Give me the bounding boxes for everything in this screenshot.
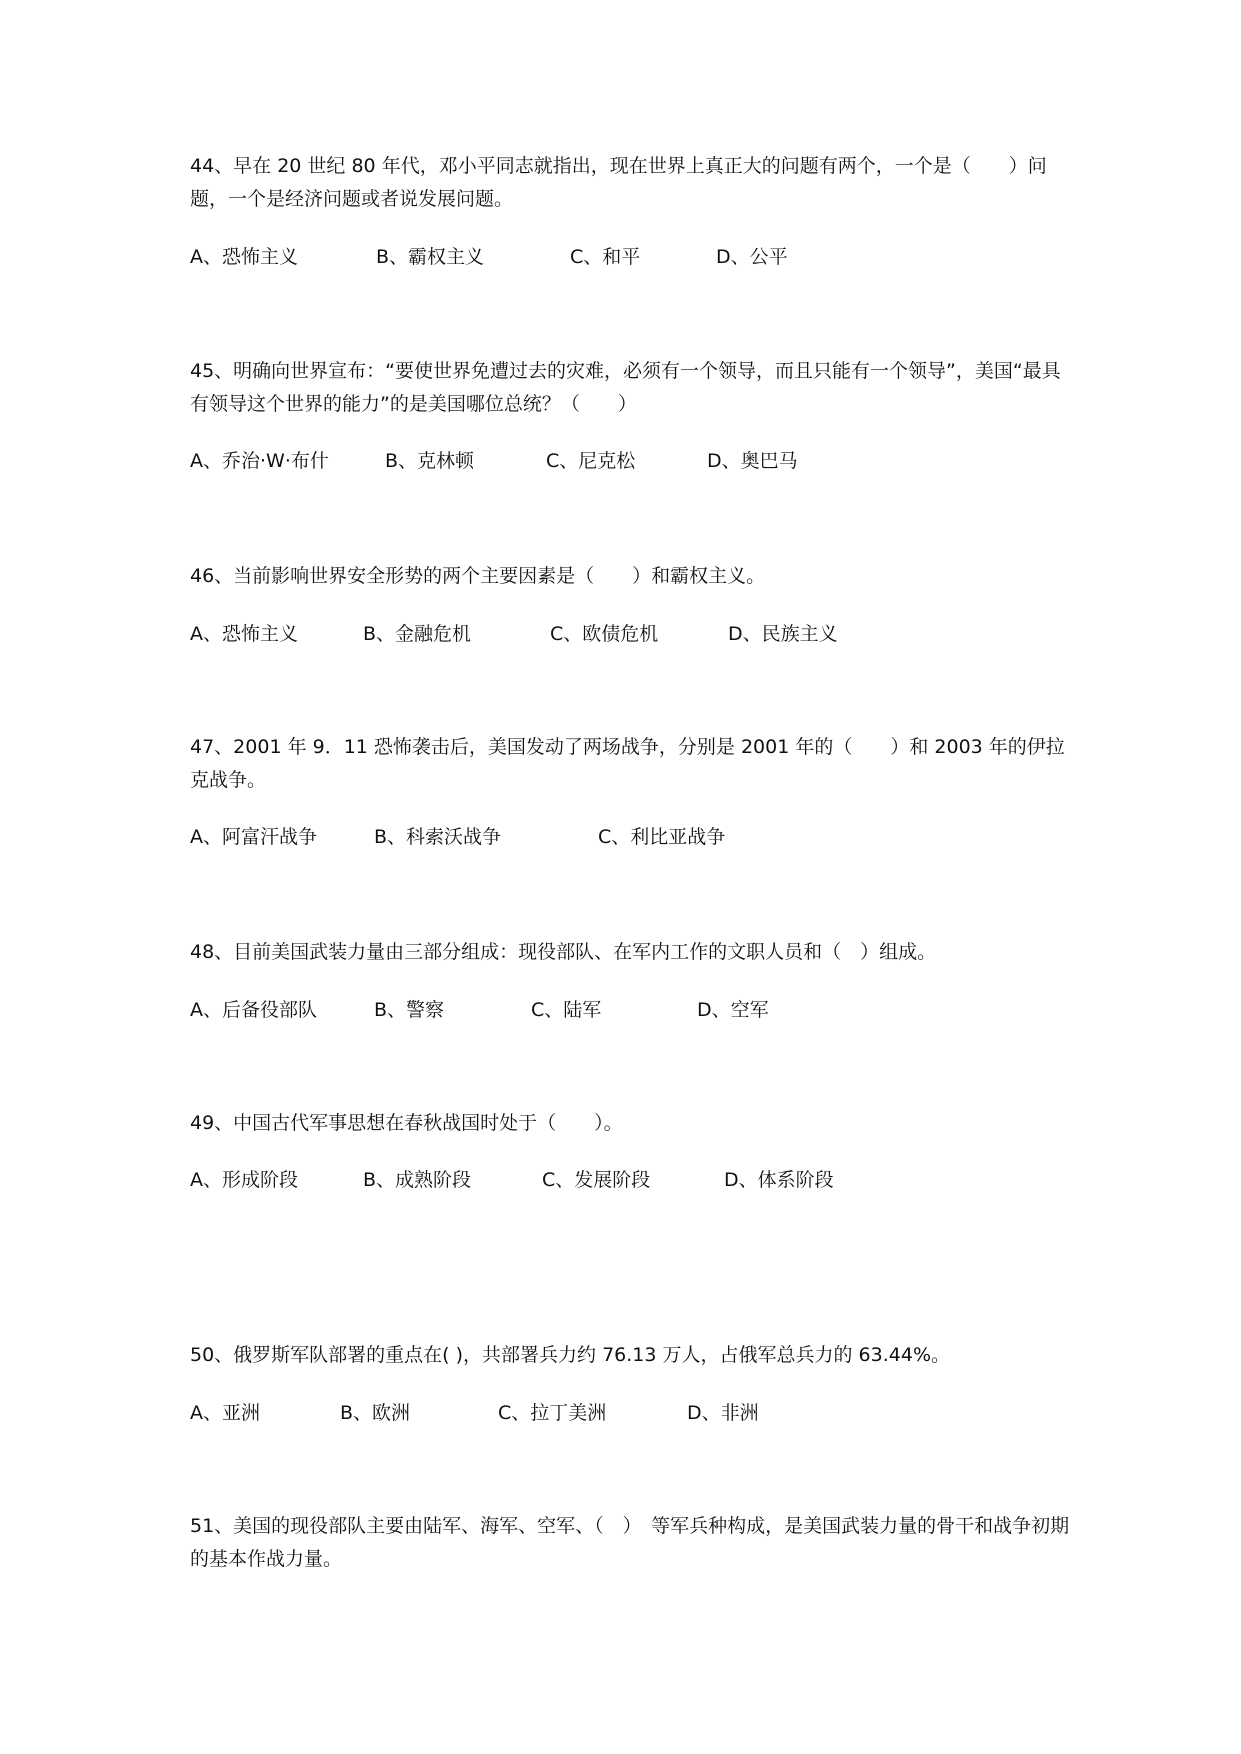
option-b: B、欧洲: [340, 1402, 411, 1424]
option-a: A、后备役部队: [190, 999, 317, 1021]
option-c: C、利比亚战争: [598, 826, 726, 848]
option-d: D、奥巴马: [707, 450, 798, 472]
option-d: D、空军: [697, 999, 769, 1021]
option-d: D、民族主义: [728, 623, 838, 645]
option-a: A、形成阶段: [190, 1169, 298, 1191]
question-47-text: 47、2001 年 9．11 恐怖袭击后，美国发动了两场战争，分别是 2001 年的（ ）和 2003 年的伊拉克战争。: [190, 736, 1065, 791]
option-a: A、阿富汗战争: [190, 826, 317, 848]
option-c: C、拉丁美洲: [498, 1402, 607, 1424]
option-b: B、克林顿: [385, 450, 475, 472]
question-50-text: 50、俄罗斯军队部署的重点在( )，共部署兵力约 76.13 万人，占俄军总兵力的 63.44%。: [190, 1344, 951, 1366]
option-d: D、非洲: [687, 1402, 759, 1424]
option-c: C、和平: [570, 246, 641, 268]
option-c: C、发展阶段: [542, 1169, 651, 1191]
question-44-text: 44、早在 20 世纪 80 年代，邓小平同志就指出，现在世界上真正大的问题有两个，一个是（ ）问题，一个是经济问题或者说发展问题。: [190, 155, 1047, 210]
option-d: D、公平: [716, 246, 788, 268]
option-b: B、警察: [374, 999, 445, 1021]
question-48-text: 48、目前美国武装力量由三部分组成：现役部队、在军内工作的文职人员和（ ）组成。: [190, 941, 937, 963]
question-49-text: 49、中国古代军事思想在春秋战国时处于（ ）。: [190, 1112, 623, 1134]
option-a: A、恐怖主义: [190, 246, 298, 268]
option-c: C、陆军: [531, 999, 602, 1021]
option-d: D、体系阶段: [724, 1169, 834, 1191]
option-c: C、欧债危机: [550, 623, 659, 645]
question-51-text: 51、美国的现役部队主要由陆军、海军、空军、（ ） 等军兵种构成，是美国武装力量的骨干和战争初期的基本作战力量。: [190, 1515, 1070, 1570]
option-b: B、科索沃战争: [374, 826, 502, 848]
question-45-text: 45、明确向世界宣布：“要使世界免遭过去的灾难，必须有一个领导，而且只能有一个领导”，美国“最具有领导这个世界的能力”的是美国哪位总统？（ ）: [190, 360, 1061, 415]
question-46-text: 46、当前影响世界安全形势的两个主要因素是（ ）和霸权主义。: [190, 565, 766, 587]
option-c: C、尼克松: [546, 450, 636, 472]
option-a: A、亚洲: [190, 1402, 260, 1424]
option-b: B、霸权主义: [376, 246, 485, 268]
option-a: A、恐怖主义: [190, 623, 298, 645]
option-b: B、金融危机: [363, 623, 472, 645]
option-b: B、成熟阶段: [363, 1169, 472, 1191]
option-a: A、乔治·W·布什: [190, 450, 329, 472]
